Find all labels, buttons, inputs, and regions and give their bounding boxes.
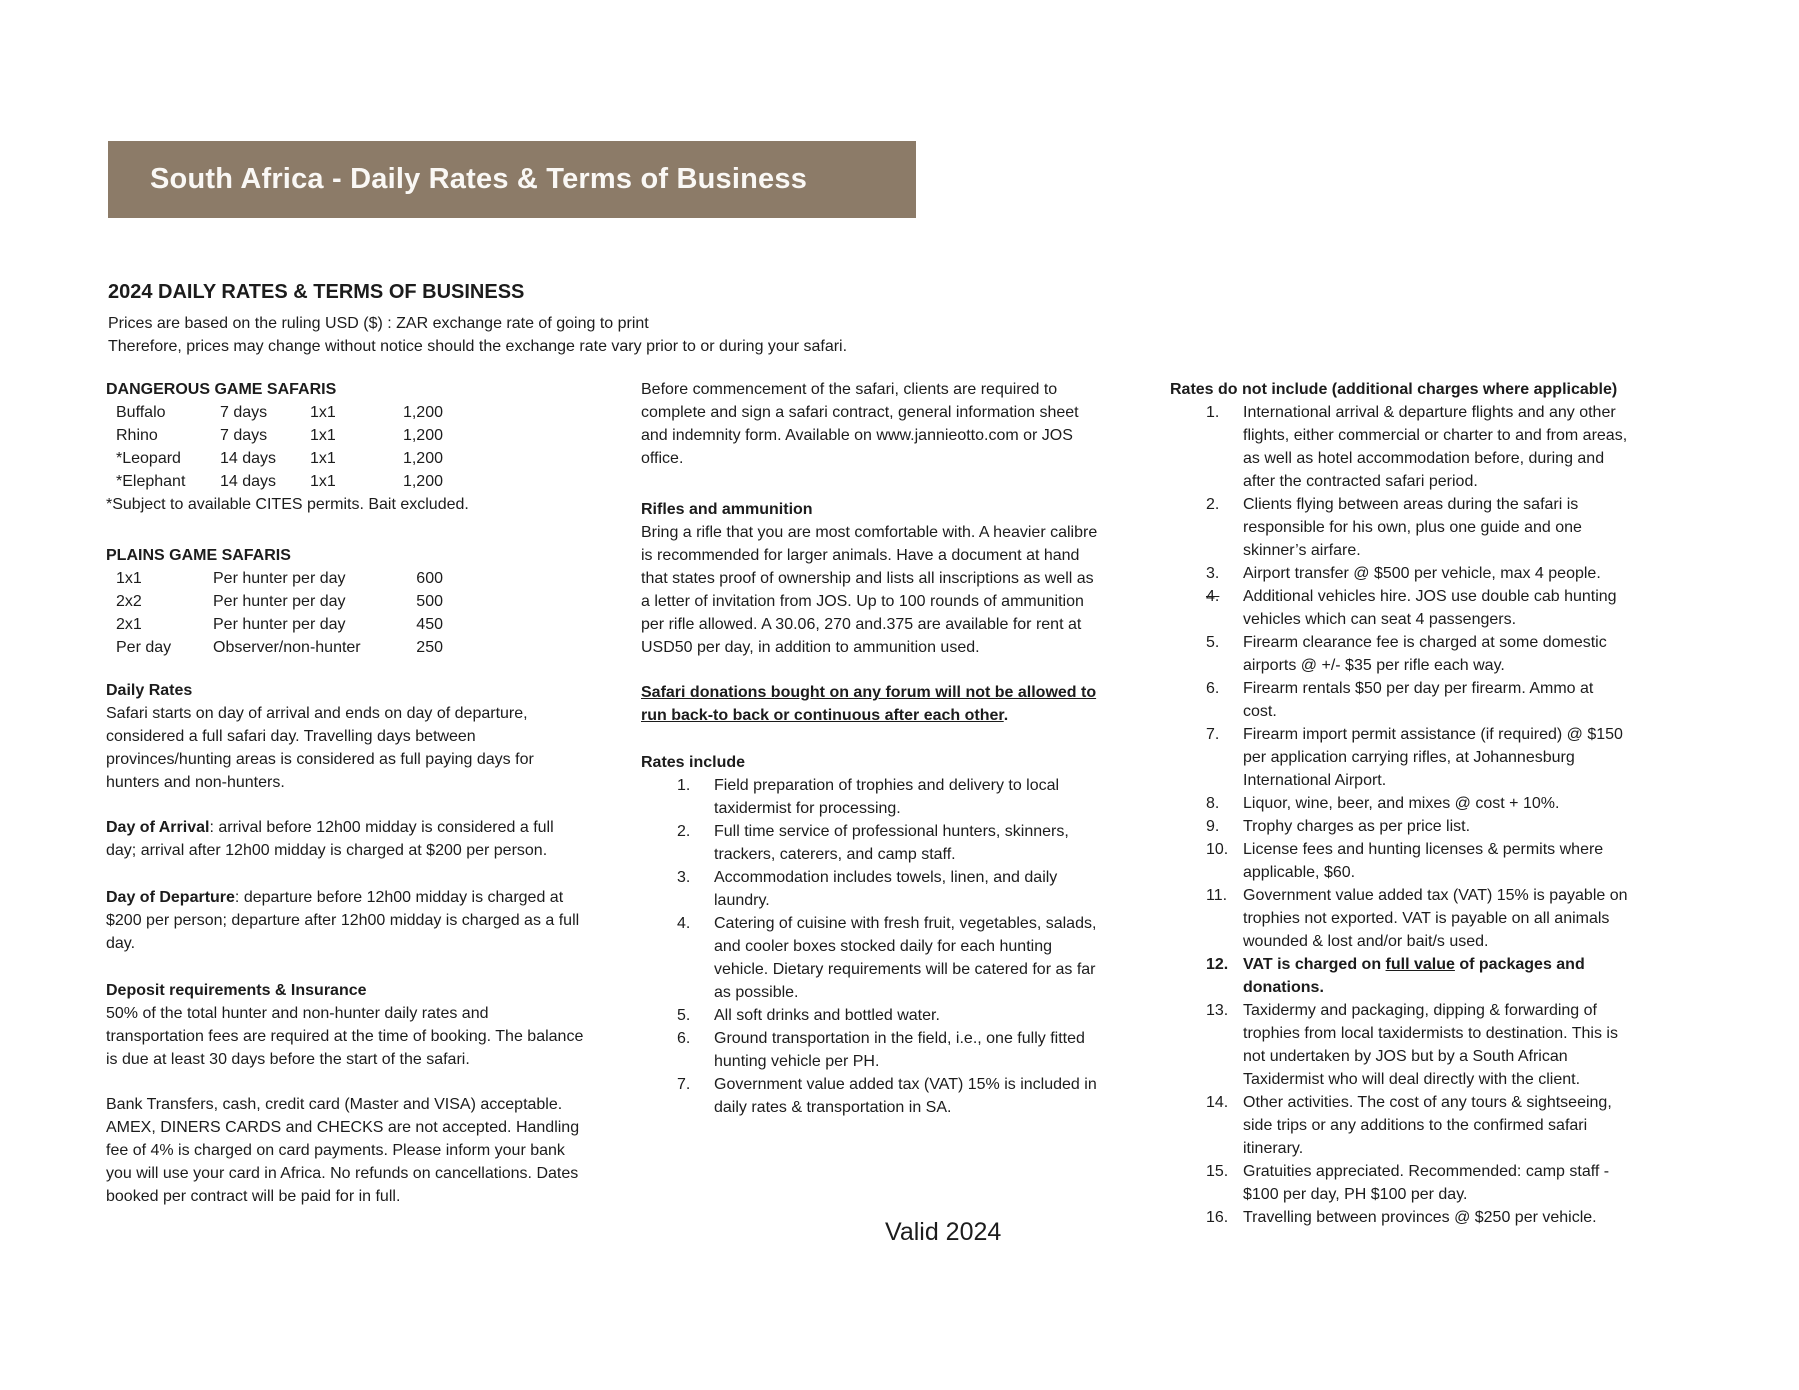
table-cell: 14 days — [220, 473, 277, 490]
table-cell: Per hunter per day — [213, 570, 346, 587]
document-title: 2024 DAILY RATES & TERMS OF BUSINESS — [108, 281, 525, 303]
list-item-number: 2. — [1206, 496, 1220, 513]
dangerous-game-heading: DANGEROUS GAME SAFARIS — [106, 381, 337, 398]
table-cell: 1,200 — [402, 427, 443, 444]
list-item-number: 6. — [1206, 680, 1220, 697]
list-item-text: International arrival & departure flights and any other flights, either commercial or charter to and from areas, as well as hotel accommodation before, during and after the contracted safari period. — [1243, 404, 1628, 490]
list-item-text: Clients flying between areas during the safari is responsible for his own, plus one guide and one skinner’s airfare. — [1243, 496, 1582, 559]
list-item — [1170, 631, 1630, 677]
table-cell: 1x1 — [116, 570, 142, 587]
contract-intro-paragraph: Before commencement of the safari, clients are required to complete and sign a safari contract, general information sheet and indemnity form. Available on www.jannieotto.com or JOS office. — [641, 381, 1079, 467]
list-item-number: 8. — [1206, 795, 1220, 812]
list-item-number: 6. — [677, 1030, 691, 1047]
list-item-number: 1. — [677, 777, 691, 794]
table-row — [106, 636, 588, 659]
list-item-text: Firearm clearance fee is charged at some domestic airports @ +/- $35 per rifle each way. — [1243, 634, 1607, 674]
list-item-text: Government value added tax (VAT) 15% is payable on trophies not exported. VAT is payable on all animals wounded & lost and/or bait/s used. — [1243, 887, 1628, 950]
list-item-number: 7. — [1206, 726, 1220, 743]
list-item — [1170, 884, 1630, 953]
rates-include-list — [641, 774, 1106, 1119]
list-item — [1170, 953, 1630, 999]
table-cell: Per day — [116, 639, 172, 656]
list-item-number: 3. — [677, 869, 691, 886]
dangerous-game-table — [106, 401, 588, 493]
rifles-body: Bring a rifle that you are most comfortable with. A heavier calibre is recommended for larger animals. Have a document at hand that states proof of ownership and lists all inscriptions as well as a letter of invitation from JOS. Up to 100 rounds of ammunition per rifle allowed. A 30.06, 270 and.375 are available for rent at USD50 per day, in addition to ammunition used. — [641, 524, 1098, 656]
day-of-arrival-heading: Day of Arrival — [106, 819, 210, 836]
table-cell: Per hunter per day — [213, 593, 346, 610]
list-item-number: 4. — [1206, 588, 1220, 605]
table-cell: Observer/non-hunter — [213, 639, 361, 656]
list-item-text: VAT is charged on full value of packages and donations. — [1243, 956, 1585, 996]
list-item-text: Airport transfer @ $500 per vehicle, max 4 people. — [1243, 565, 1601, 582]
table-cell: 1x1 — [310, 404, 336, 421]
table-cell: 1x1 — [310, 473, 336, 490]
list-item-number: 5. — [677, 1007, 691, 1024]
list-item-text: Additional vehicles hire. JOS use double cab hunting vehicles which can seat 4 passengers. — [1243, 588, 1617, 628]
table-row — [106, 424, 588, 447]
list-item-number: 5. — [1206, 634, 1220, 651]
list-item — [1170, 838, 1630, 884]
rates-exclude-list — [1170, 401, 1630, 1229]
list-item-number: 12. — [1206, 956, 1229, 973]
table-cell: *Leopard — [116, 450, 181, 467]
table-cell: 1,200 — [402, 404, 443, 421]
valid-year-label: Valid 2024 — [885, 1218, 1002, 1246]
column-middle — [641, 378, 1106, 1119]
list-item-number: 1. — [1206, 404, 1220, 421]
list-item-text: Firearm import permit assistance (if required) @ $150 per application carrying rifles, at Johannesburg International Airport. — [1243, 726, 1623, 789]
safari-donations-notice-text: Safari donations bought on any forum will not be allowed to run back-to back or continuous after each other — [641, 684, 1097, 724]
list-item-number: 11. — [1206, 887, 1228, 904]
table-cell: 500 — [416, 593, 443, 610]
list-item — [1170, 1091, 1630, 1160]
table-cell: 7 days — [220, 404, 268, 421]
safari-donations-notice — [641, 681, 1106, 727]
list-item — [641, 774, 1106, 820]
list-item — [1170, 1160, 1630, 1206]
table-cell: Buffalo — [116, 404, 166, 421]
table-row — [106, 447, 588, 470]
page-banner-title: South Africa - Daily Rates & Terms of Business — [150, 163, 808, 195]
table-cell: 250 — [416, 639, 443, 656]
intro-section — [108, 280, 1008, 358]
day-of-arrival-paragraph — [106, 816, 588, 862]
list-item — [641, 1004, 1106, 1027]
list-item-text: Full time service of professional hunters, skinners, trackers, caterers, and camp staff. — [714, 823, 1069, 863]
table-cell: 1,200 — [402, 473, 443, 490]
list-item — [1170, 401, 1630, 493]
list-item-number: 10. — [1206, 841, 1229, 858]
table-row — [106, 613, 588, 636]
table-row — [106, 470, 588, 493]
deposit-heading: Deposit requirements & Insurance — [106, 982, 367, 999]
list-item-text: Field preparation of trophies and delivery to local taxidermist for processing. — [714, 777, 1060, 817]
list-item-text: Ground transportation in the field, i.e., one fully fitted hunting vehicle per PH. — [714, 1030, 1085, 1070]
table-cell: *Elephant — [116, 473, 186, 490]
day-of-departure-heading: Day of Departure — [106, 889, 235, 906]
table-row — [106, 590, 588, 613]
list-item — [641, 820, 1106, 866]
list-item-text: Taxidermy and packaging, dipping & forwarding of trophies from local taxidermists to destination. This is not undertaken by JOS but by a South African Taxidermist who will deal directly with the client. — [1243, 1002, 1618, 1088]
list-item — [1170, 562, 1630, 585]
daily-rates-heading: Daily Rates — [106, 682, 193, 699]
table-row — [106, 567, 588, 590]
list-item — [1170, 815, 1630, 838]
dangerous-game-footnote: *Subject to available CITES permits. Bait excluded. — [106, 496, 469, 513]
list-item-number: 14. — [1206, 1094, 1229, 1111]
rates-exclude-heading: Rates do not include (additional charges where applicable) — [1170, 381, 1618, 398]
list-item-number: 13. — [1206, 1002, 1229, 1019]
table-row — [106, 401, 588, 424]
table-cell: Rhino — [116, 427, 158, 444]
list-item — [1170, 723, 1630, 792]
list-item-text: Liquor, wine, beer, and mixes @ cost + 10%. — [1243, 795, 1560, 812]
intro-line-2: Therefore, prices may change without notice should the exchange rate vary prior to or during your safari. — [108, 338, 848, 355]
list-item-text: Firearm rentals $50 per day per firearm. Ammo at cost. — [1243, 680, 1594, 720]
table-cell: 1x1 — [310, 427, 336, 444]
daily-rates-body: Safari starts on day of arrival and ends on day of departure, considered a full safari day. Travelling days between provinces/hunting areas is considered as full paying days for hunters and non-hunters. — [106, 705, 534, 791]
intro-line-1: Prices are based on the ruling USD ($) : ZAR exchange rate of going to print — [108, 315, 649, 332]
list-item — [1170, 792, 1630, 815]
table-cell: 2x2 — [116, 593, 142, 610]
list-item-text: Gratuities appreciated. Recommended: camp staff - $100 per day, PH $100 per day. — [1243, 1163, 1610, 1203]
list-item — [641, 912, 1106, 1004]
plains-game-table — [106, 567, 588, 659]
list-item — [1170, 585, 1630, 631]
list-item — [641, 1073, 1106, 1119]
list-item-text: Catering of cuisine with fresh fruit, vegetables, salads, and cooler boxes stocked daily for each hunting vehicle. Dietary requirements will be catered for as far as possible. — [714, 915, 1097, 1001]
list-item-text: Trophy charges as per price list. — [1243, 818, 1471, 835]
day-of-departure-body: : departure before 12h00 midday is charged at $200 per person; departure after 12h00 midday is charged as a full day. — [106, 889, 580, 952]
rifles-heading: Rifles and ammunition — [641, 501, 813, 518]
safari-donations-notice-period: . — [1003, 707, 1009, 724]
plains-game-heading: PLAINS GAME SAFARIS — [106, 547, 291, 564]
table-cell: 2x1 — [116, 616, 142, 633]
list-item-text: Travelling between provinces @ $250 per vehicle. — [1243, 1209, 1597, 1226]
table-cell: 1,200 — [402, 450, 443, 467]
list-item-text: Government value added tax (VAT) 15% is included in daily rates & transportation in SA. — [714, 1076, 1097, 1116]
list-item-text: Accommodation includes towels, linen, and daily laundry. — [714, 869, 1058, 909]
page-banner — [108, 141, 916, 218]
column-left — [106, 378, 588, 1208]
list-item-number: 7. — [677, 1076, 691, 1093]
rates-include-heading: Rates include — [641, 754, 746, 771]
column-right — [1170, 378, 1630, 1229]
list-item-text: License fees and hunting licenses & permits where applicable, $60. — [1243, 841, 1604, 881]
day-of-departure-paragraph — [106, 886, 588, 955]
list-item-number: 9. — [1206, 818, 1220, 835]
list-item — [1170, 493, 1630, 562]
list-item-number: 16. — [1206, 1209, 1229, 1226]
list-item-number: 4. — [677, 915, 691, 932]
table-cell: 450 — [416, 616, 443, 633]
table-cell: 14 days — [220, 450, 277, 467]
list-item — [641, 1027, 1106, 1073]
list-item — [1170, 999, 1630, 1091]
list-item-text: All soft drinks and bottled water. — [714, 1007, 940, 1024]
list-item-number: 15. — [1206, 1163, 1229, 1180]
table-cell: Per hunter per day — [213, 616, 346, 633]
bank-transfers-paragraph: Bank Transfers, cash, credit card (Master and VISA) acceptable. AMEX, DINERS CARDS and CHECKS are not accepted. Handling fee of 4% is charged on card payments. Please inform your bank you will use your card in Africa. No refunds on cancellations. Dates booked per contract will be paid for in full. — [106, 1096, 580, 1205]
day-of-arrival-body: : arrival before 12h00 midday is considered a full day; arrival after 12h00 midday is charged at $200 per person. — [106, 819, 554, 859]
list-item-number: 3. — [1206, 565, 1220, 582]
table-cell: 7 days — [220, 427, 268, 444]
deposit-body: 50% of the total hunter and non-hunter daily rates and transportation fees are required at the time of booking. The balance is due at least 30 days before the start of the safari. — [106, 1005, 584, 1068]
list-item-number: 2. — [677, 823, 691, 840]
list-item — [641, 866, 1106, 912]
list-item — [1170, 677, 1630, 723]
table-cell: 1x1 — [310, 450, 336, 467]
table-cell: 600 — [416, 570, 443, 587]
list-item — [1170, 1206, 1630, 1229]
list-item-text: Other activities. The cost of any tours & sightseeing, side trips or any additions to the confirmed safari itinerary. — [1243, 1094, 1612, 1157]
